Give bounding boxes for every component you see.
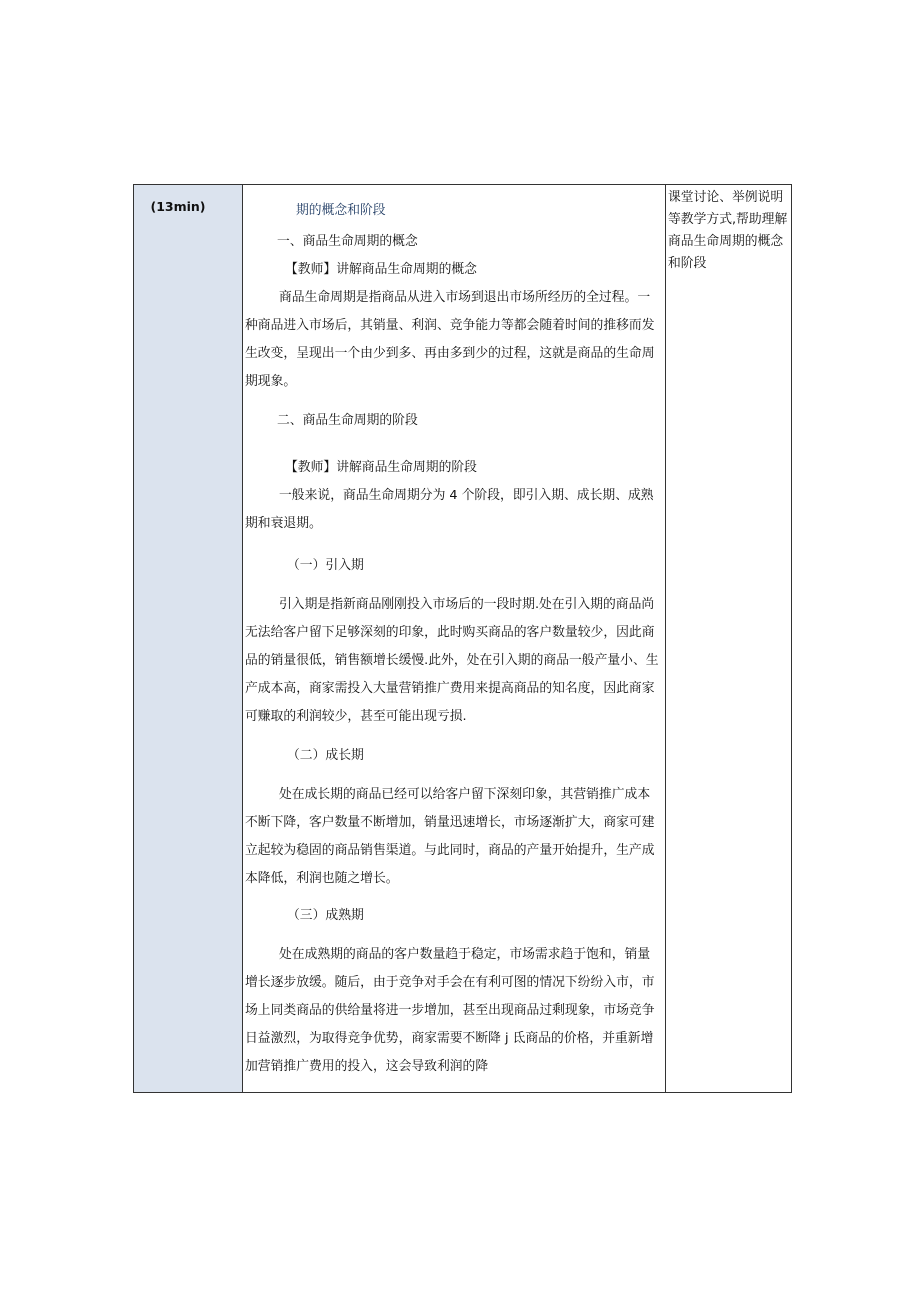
teacher-note-1: 【教师】讲解商品生命周期的概念: [285, 262, 477, 277]
para2-line: 期和衰退期。: [245, 516, 322, 531]
para2-line: 一般来说，商品生命周期分为 4 个阶段，即引入期、成长期、成熟: [279, 488, 654, 503]
teaching-method-text: 课堂讨论、举例说明等教学方式,帮助理解商品生命周期的概念和阶段: [668, 190, 788, 271]
para4-line: 不断下降，客户数量不断增加，销量迅速增长，市场逐渐扩大，商家可建: [245, 815, 655, 830]
content-cell: [243, 185, 666, 1093]
para1-line: 种商品进入市场后，其销量、利润、竞争能力等都会随着时间的推移而发: [245, 318, 655, 333]
para3-line: 无法给客户留下足够深刻的印象，此时购买商品的客户数量较少，因此商: [245, 625, 655, 640]
subsection-maturity-title: （三）成熟期: [287, 908, 364, 923]
top-heading: 期的概念和阶段: [296, 203, 386, 218]
para5-line: 处在成熟期的商品的客户数量趋于稳定，市场需求趋于饱和，销量: [279, 947, 651, 962]
lesson-plan-table: [133, 184, 792, 1093]
para5-line: 加营销推广费用的投入，这会导致利润的降: [245, 1059, 489, 1074]
para5-line: 日益激烈，为取得竞争优势，商家需要不断降 j 氐商品的价格，并重新增: [245, 1031, 654, 1046]
para3-line: 品的销量很低，销售额增长缓慢.此外，处在引入期的商品一般产量小、生: [245, 653, 659, 668]
table-row: [134, 185, 792, 1093]
method-cell: [666, 185, 792, 1093]
para3-line: 产成本高，商家需投入大量营销推广费用来提高商品的知名度，因此商家: [245, 681, 655, 696]
para1-line: 商品生命周期是指商品从进入市场到退出市场所经历的全过程。一: [279, 290, 651, 305]
para5-line: 增长逐步放缓。随后，由于竞争对手会在有利可图的情况下纷纷入市，市: [245, 975, 655, 990]
para4-line: 本降低，利润也随之增长。: [245, 871, 399, 886]
section2-title: 二、商品生命周期的阶段: [277, 413, 418, 428]
para1-line: 生改变，呈现出一个由少到多、再由多到少的过程，这就是商品的生命周: [245, 346, 655, 361]
time-cell: [134, 185, 243, 1093]
para3-line: 引入期是指新商品刚刚投入市场后的一段时期.处在引入期的商品尚: [279, 597, 655, 612]
teacher-note-2: 【教师】讲解商品生命周期的阶段: [285, 460, 477, 475]
subsection-growth-title: （二）成长期: [287, 748, 364, 763]
subsection-intro-title: （一）引入期: [287, 558, 364, 573]
content-body: [243, 185, 665, 1092]
para4-line: 立起较为稳固的商品销售渠道。与此同时，商品的产量开始提升，生产成: [245, 843, 655, 858]
para3-line: 可赚取的利润较少，甚至可能出现亏损.: [245, 709, 467, 724]
para1-line: 期现象。: [245, 374, 297, 389]
section1-title: 一、商品生命周期的概念: [277, 234, 418, 249]
time-label: (13min): [150, 199, 206, 214]
para5-line: 场上同类商品的供给量将进一步增加，甚至出现商品过剩现象，市场竞争: [245, 1003, 655, 1018]
para4-line: 处在成长期的商品已经可以给客户留下深刻印象，其营销推广成本: [279, 787, 651, 802]
